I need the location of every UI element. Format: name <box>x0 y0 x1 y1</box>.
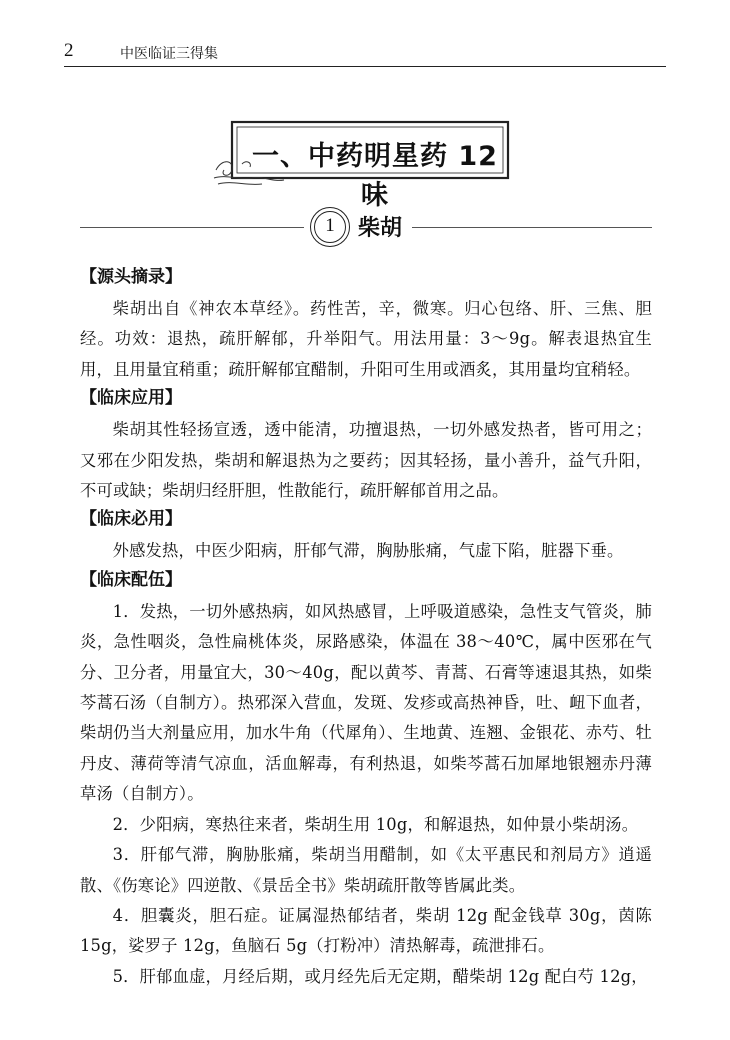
chapter-title-box <box>212 120 512 211</box>
heading-clinical-application: 【临床应用】 <box>80 388 182 409</box>
paragraph: 柴胡其性轻扬宣透，透中能清，功擅退热，一切外感发热者，皆可用之；又邪在少阳发热，柴胡和解退热为之要药；因其轻扬，量小善升，益气升阳，不可或缺；柴胡归经肝胆，性散能行，疏肝解郁首用之品。 <box>80 420 652 501</box>
paragraph: 2．少阳病，寒热往来者，柴胡生用 10g，和解退热，如仲景小柴胡汤。 <box>112 814 639 834</box>
section-title: 柴胡 <box>358 216 403 241</box>
header-rule <box>64 66 666 67</box>
heading-source: 【源头摘录】 <box>80 267 182 287</box>
section-number: 1 <box>325 215 335 236</box>
paragraph: 4．胆囊炎，胆石症。证属湿热郁结者，柴胡 12g 配金钱草 30g，茵陈 15g，娑罗子 12g，鱼脑石 5g（打粉冲）清热解毒，疏泄排石。 <box>80 905 652 956</box>
paragraph: 5．肝郁血虚，月经后期，或月经先后无定期，醋柴胡 12g 配白芍 12g， <box>112 966 648 986</box>
paragraph: 外感发热，中医少阳病，肝郁气滞，胸胁胀痛，气虚下陷，脏器下垂。 <box>112 541 624 561</box>
section-rule-left <box>80 227 304 228</box>
heading-clinical-combination: 【临床配伍】 <box>80 569 182 590</box>
page-number: 2 <box>64 40 74 61</box>
section-rule-right <box>412 227 652 228</box>
paragraph: 1．发热，一切外感热病，如风热感冒，上呼吸道感染，急性支气管炎，肺炎，急性咽炎，急性扁桃体炎，尿路感染，体温在 38～40℃，属中医邪在气分、卫分者，用量宜大，30～40g，配以黄芩、青蒿、石膏等速退其热，如柴芩蒿石汤（自制方）。热邪深入营血，发斑、发疹或高热神昏，吐、衄下血者，柴胡仍当大剂量应用，加水牛角（代犀角）、生地黄、连翘、金银花、赤芍、牡丹皮、薄荷等清气凉血，活血解毒，有利热退，如柴芩蒿石加犀地银翘赤丹薄草汤（自制方）。 <box>80 601 652 804</box>
section-number-circle <box>310 207 350 247</box>
running-title: 中医临证三得集 <box>120 46 218 62</box>
page-header <box>64 40 666 62</box>
paragraph: 3．肝郁气滞，胸胁胀痛，柴胡当用醋制，如《太平惠民和剂局方》逍遥散、《伤寒论》四逆散、《景岳全书》柴胡疏肝散等皆属此类。 <box>80 845 652 895</box>
paragraph: 柴胡出自《神农本草经》。药性苦，辛，微寒。归心包络、肝、三焦、胆经。功效：退热，疏肝解郁，升举阳气。用法用量：3～9g。解表退热宜生用，且用量宜稍重；疏肝解郁宜醋制，升阳可生用或酒炙，其用量均宜稍轻。 <box>80 299 652 379</box>
heading-clinical-must-use: 【临床必用】 <box>80 509 182 530</box>
chapter-title: 一、中药明星药 12 味 <box>252 141 498 211</box>
body-text <box>80 264 652 992</box>
